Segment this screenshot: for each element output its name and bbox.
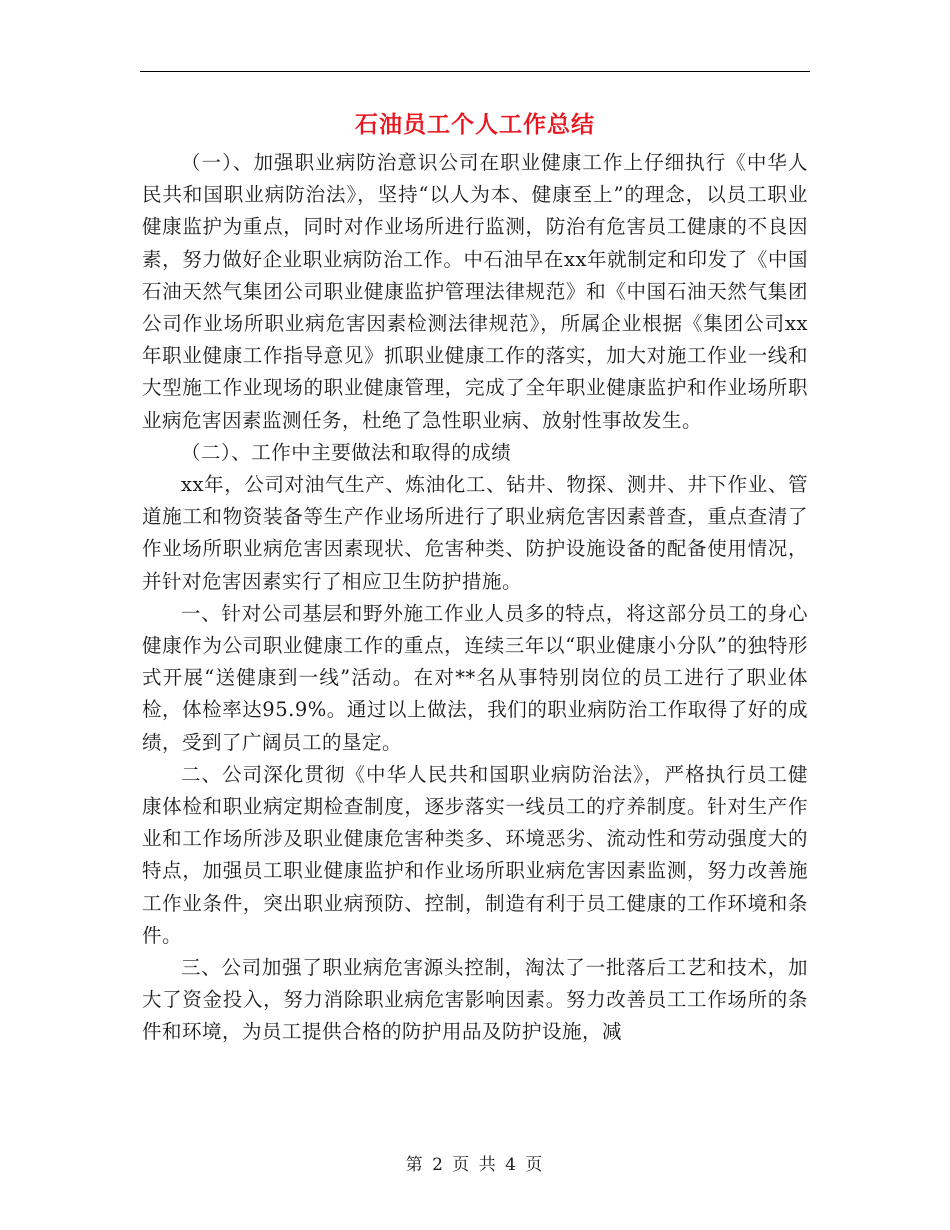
paragraph-4: 一、针对公司基层和野外施工作业人员多的特点，将这部分员工的身心健康作为公司职业健康工作的重点，连续三年以“职业健康小分队”的独特形式开展“送健康到一线”活动。在对**名从事特别岗位的员工进行了职业体检，体检率达95.9%。通过以上做法，我们的职业病防治工作取得了好的成绩，受到了广阔员工的垦定。 bbox=[142, 601, 808, 754]
paragraph-1: （一）、加强职业病防治意识公司在职业健康工作上仔细执行《中华人民共和国职业病防治法》，坚持“以人为本、健康至上”的理念，以员工职业健康监护为重点，同时对作业场所进行监测，防治有危害员工健康的不良因素，努力做好企业职业病防治工作。中石油早在xx年就制定和印发了《中国石油天然气集团公司职业健康监护管理法律规范》和《中国石油天然气集团公司作业场所职业病危害因素检测法律规范》，所属企业根据《集团公司xx年职业健康工作指导意见》抓职业健康工作的落实，加大对施工作业一线和大型施工作业现场的职业健康管理，完成了全年职业健康监护和作业场所职业病危害因素监测任务，杜绝了急性职业病、放射性事故发生。 bbox=[142, 151, 808, 432]
paragraph-3: xx年，公司对油气生产、炼油化工、钻井、物探、测井、井下作业、管道施工和物资装备等生产作业场所进行了职业病危害因素普查，重点查清了作业场所职业病危害因素现状、危害种类、防护设施设备的配备使用情况，并针对危害因素实行了相应卫生防护措施。 bbox=[142, 473, 808, 593]
header-rule bbox=[140, 71, 810, 72]
paragraph-2: （二）、工作中主要做法和取得的成绩 bbox=[181, 440, 512, 464]
document-body bbox=[142, 147, 808, 1049]
paragraph-5: 二、公司深化贯彻《中华人民共和国职业病防治法》，严格执行员工健康体检和职业病定期检查制度，逐步落实一线员工的疗养制度。针对生产作业和工作场所涉及职业健康危害种类多、环境恶劣、流动性和劳动强度大的特点，加强员工职业健康监护和作业场所职业病危害因素监测，努力改善施工作业条件，突出职业病预防、控制，制造有利于员工健康的工作环境和条件。 bbox=[142, 762, 808, 947]
page-number-footer: 第 2 页 共 4 页 bbox=[405, 1155, 545, 1175]
document-title: 石油员工个人工作总结 bbox=[355, 111, 595, 138]
paragraph-6: 三、公司加强了职业病危害源头控制，淘汰了一批落后工艺和技术，加大了资金投入，努力消除职业病危害影响因素。努力改善员工工作场所的条件和环境，为员工提供合格的防护用品及防护设施，减 bbox=[142, 956, 808, 1044]
